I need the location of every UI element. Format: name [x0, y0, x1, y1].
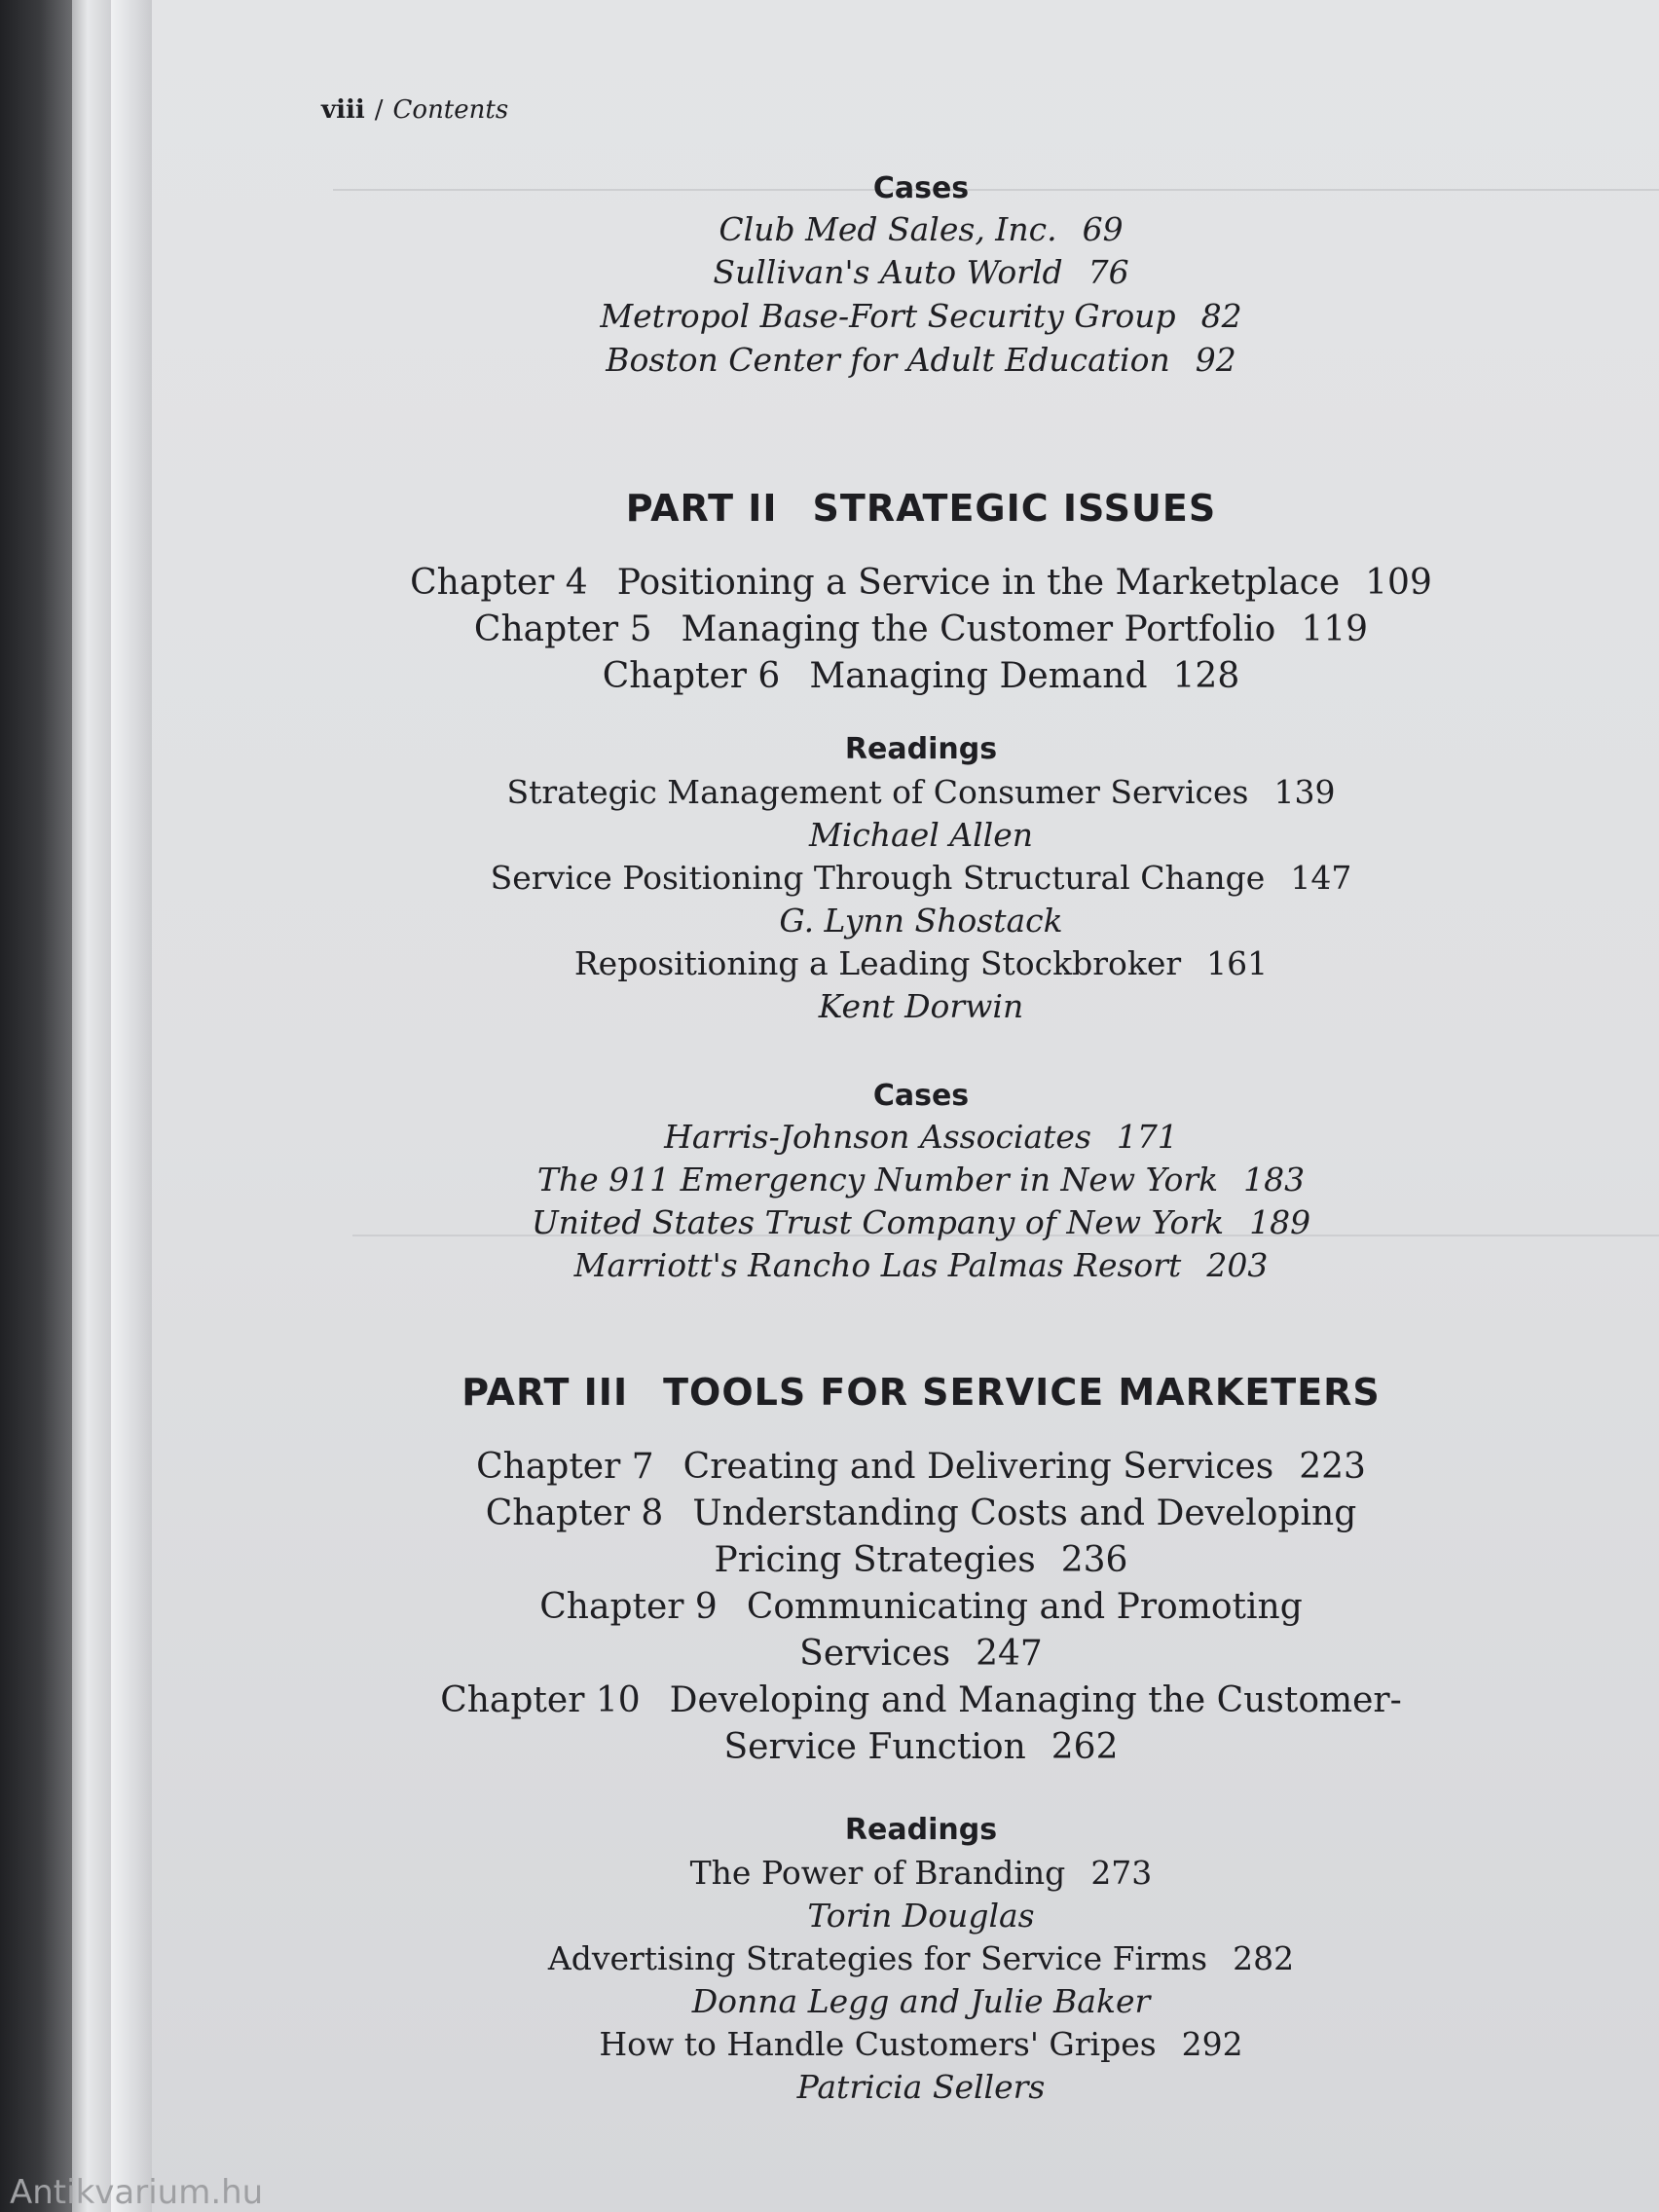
- toc-case-entry: [222, 253, 1620, 291]
- case-page: 69: [1082, 210, 1124, 248]
- page-stack-edge: [72, 0, 111, 2212]
- toc-chapter-entry: [222, 1587, 1620, 1627]
- case-page: 171: [1116, 1118, 1178, 1156]
- chapter-title: Managing Demand: [809, 656, 1148, 696]
- chapter-page: 247: [976, 1634, 1043, 1674]
- chapter-page: 119: [1301, 609, 1369, 649]
- reading-author: Michael Allen: [808, 816, 1034, 854]
- toc-chapter-continuation: [222, 1634, 1620, 1674]
- case-title: United States Trust Company of New York: [531, 1203, 1225, 1241]
- toc-reading-entry: [222, 859, 1620, 897]
- case-title: The 911 Emergency Number in New York: [536, 1161, 1219, 1198]
- chapter-label: Chapter 7: [476, 1447, 654, 1487]
- header-title: Contents: [392, 95, 509, 125]
- case-page: 183: [1243, 1161, 1306, 1198]
- case-title: Marriott's Rancho Las Palmas Resort: [573, 1246, 1182, 1284]
- case-page: 92: [1195, 341, 1236, 379]
- toc-case-entry: [222, 297, 1620, 335]
- reading-title: Strategic Management of Consumer Services: [506, 773, 1249, 811]
- chapter-label: Chapter 8: [485, 1493, 664, 1533]
- part-label: PART III: [461, 1371, 629, 1414]
- reading-title: Repositioning a Leading Stockbroker: [573, 944, 1182, 982]
- toc-chapter-entry: [222, 1447, 1620, 1487]
- part-label: PART II: [625, 487, 778, 530]
- toc-case-entry: [222, 1246, 1620, 1284]
- readings-heading: Readings: [844, 732, 998, 766]
- reading-author: Donna Legg and Julie Baker: [691, 1982, 1151, 2020]
- reading-author: Kent Dorwin: [818, 987, 1024, 1025]
- chapter-title-cont: Pricing Strategies: [714, 1540, 1036, 1580]
- chapter-title: Creating and Delivering Services: [682, 1447, 1274, 1487]
- case-page: 203: [1206, 1246, 1269, 1284]
- chapter-label: Chapter 9: [539, 1587, 718, 1627]
- part-heading: [222, 487, 1620, 530]
- chapter-label: Chapter 5: [473, 609, 652, 649]
- case-page: 76: [1088, 253, 1129, 291]
- chapter-title: Positioning a Service in the Marketplace: [616, 563, 1341, 603]
- watermark: Antikvarium.hu: [10, 2173, 264, 2212]
- toc-case-entry: [222, 341, 1620, 379]
- chapter-title-cont: Services: [799, 1634, 951, 1674]
- toc-chapter-entry: [222, 656, 1620, 696]
- cases-heading: Cases: [872, 171, 970, 205]
- toc-reading-entry: [222, 1939, 1620, 1977]
- toc-chapter-entry: [222, 1493, 1620, 1533]
- reading-author: Torin Douglas: [807, 1897, 1035, 1935]
- chapter-title: Managing the Customer Portfolio: [681, 609, 1276, 649]
- case-page: 82: [1200, 297, 1242, 335]
- header-separator: /: [374, 95, 384, 125]
- toc-case-entry: [222, 1203, 1620, 1241]
- part-title: TOOLS FOR SERVICE MARKETERS: [663, 1371, 1381, 1414]
- toc-case-entry: [222, 210, 1620, 248]
- chapter-label: Chapter 4: [410, 563, 588, 603]
- chapter-page: 109: [1365, 563, 1432, 603]
- toc-chapter-entry: [222, 563, 1620, 603]
- reading-author: Patricia Sellers: [796, 2068, 1046, 2106]
- reading-page: 147: [1290, 859, 1352, 897]
- reading-page: 139: [1273, 773, 1336, 811]
- toc-reading-entry: [222, 773, 1620, 811]
- case-title: Harris-Johnson Associates: [664, 1118, 1091, 1156]
- chapter-page: 223: [1299, 1447, 1366, 1487]
- readings-heading: Readings: [844, 1813, 998, 1847]
- chapter-title-cont: Service Function: [723, 1727, 1026, 1767]
- toc-chapter-entry: [222, 609, 1620, 649]
- toc-chapter-continuation: [222, 1727, 1620, 1767]
- running-header: [321, 95, 508, 125]
- case-title: Metropol Base-Fort Security Group: [600, 297, 1176, 335]
- book-spine-shadow: [0, 0, 72, 2212]
- chapter-label: Chapter 10: [440, 1680, 641, 1720]
- toc-case-entry: [222, 1118, 1620, 1156]
- reading-title: Advertising Strategies for Service Firms: [547, 1939, 1208, 1977]
- reading-page: 282: [1233, 1939, 1295, 1977]
- chapter-label: Chapter 6: [602, 656, 781, 696]
- chapter-title: Understanding Costs and Developing: [692, 1493, 1357, 1533]
- chapter-title: Communicating and Promoting: [746, 1587, 1303, 1627]
- toc-case-entry: [222, 1161, 1620, 1198]
- reading-title: Service Positioning Through Structural Change: [490, 859, 1266, 897]
- page-number: viii: [321, 95, 365, 125]
- toc-chapter-entry: [222, 1680, 1620, 1720]
- reading-page: 273: [1090, 1854, 1153, 1892]
- reading-author: G. Lynn Shostack: [779, 902, 1063, 940]
- toc-reading-entry: [222, 1854, 1620, 1892]
- toc-reading-entry: [222, 944, 1620, 982]
- reading-page: 292: [1181, 2025, 1243, 2063]
- toc-chapter-continuation: [222, 1540, 1620, 1580]
- case-title: Sullivan's Auto World: [713, 253, 1063, 291]
- page-stack-edge-inner: [111, 0, 152, 2212]
- chapter-page: 236: [1060, 1540, 1128, 1580]
- chapter-title: Developing and Managing the Customer-: [669, 1680, 1402, 1720]
- case-title: Club Med Sales, Inc.: [719, 210, 1057, 248]
- reading-title: The Power of Branding: [689, 1854, 1066, 1892]
- toc-reading-entry: [222, 2025, 1620, 2063]
- case-page: 189: [1249, 1203, 1311, 1241]
- reading-page: 161: [1206, 944, 1269, 982]
- reading-title: How to Handle Customers' Gripes: [599, 2025, 1157, 2063]
- part-title: STRATEGIC ISSUES: [812, 487, 1217, 530]
- part-heading: [222, 1371, 1620, 1414]
- case-title: Boston Center for Adult Education: [606, 341, 1170, 379]
- chapter-page: 128: [1172, 656, 1240, 696]
- chapter-page: 262: [1051, 1727, 1119, 1767]
- cases-heading: Cases: [872, 1079, 970, 1113]
